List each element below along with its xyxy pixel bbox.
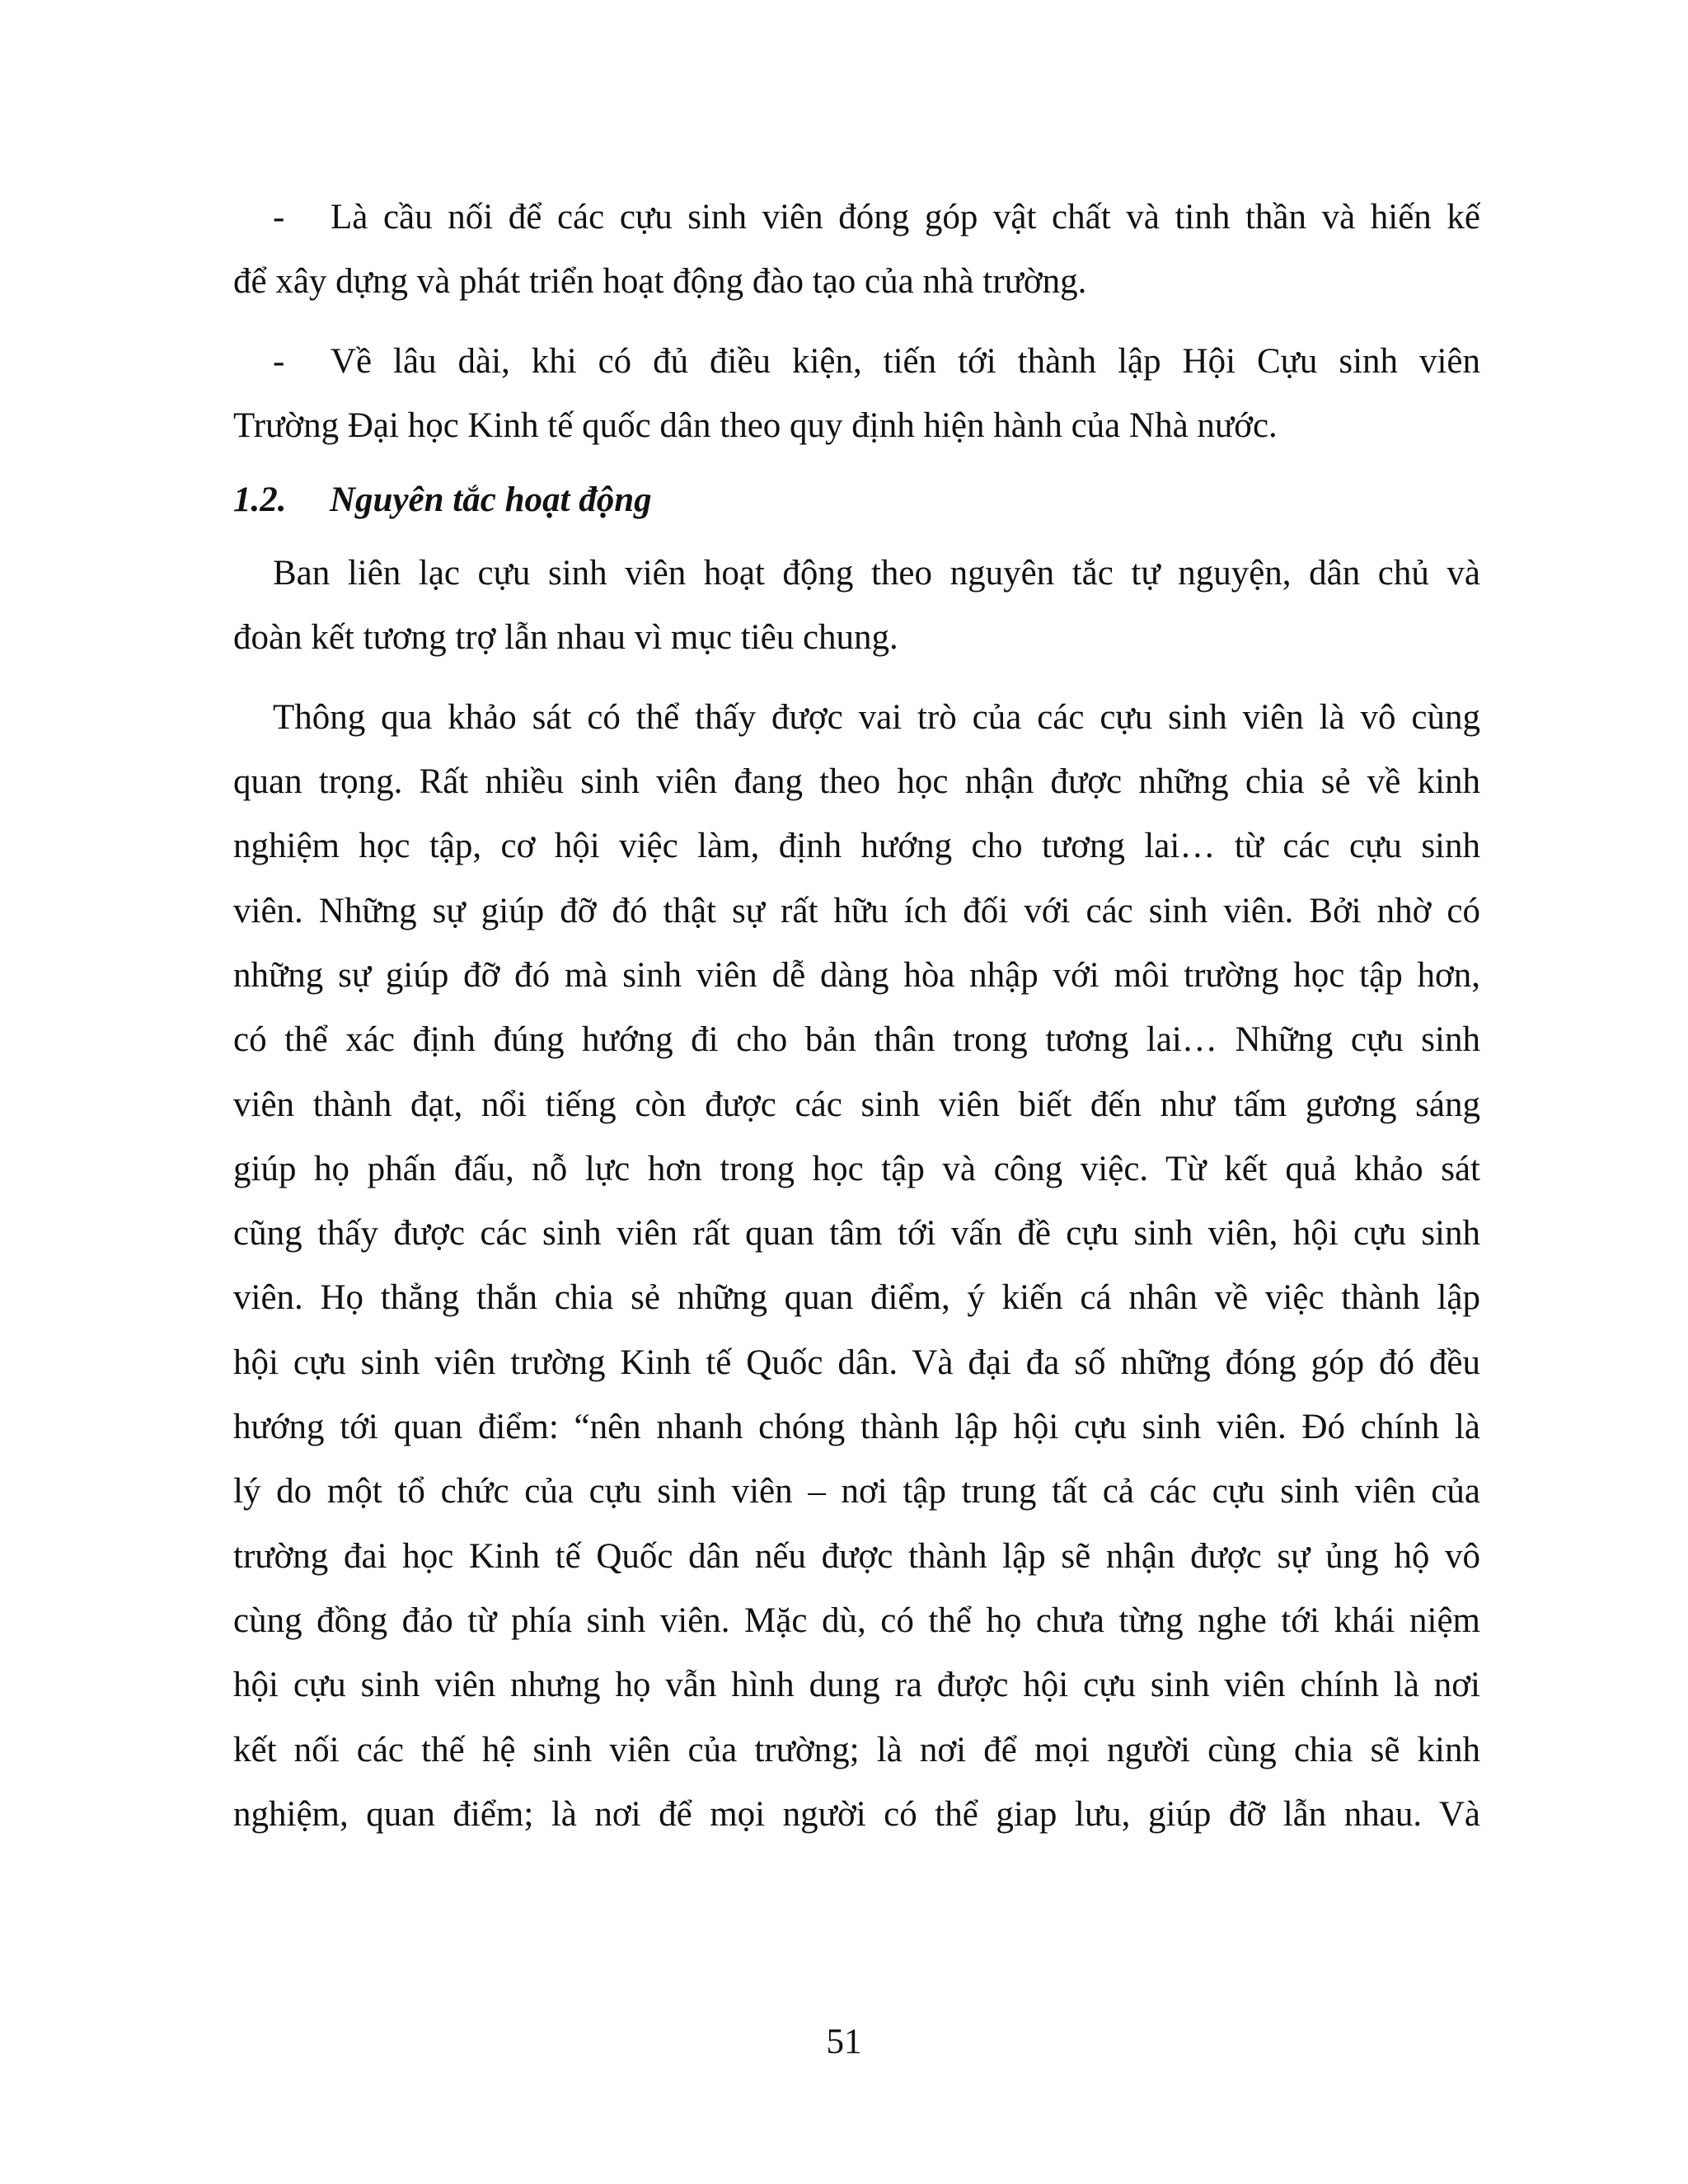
paragraph-1-line: đoàn kết tương trợ lẫn nhau vì mục tiêu chung.	[233, 618, 898, 658]
paragraph-2-line: hướng tới quan điểm: “nên nhanh chóng thành lập hội cựu sinh viên. Đó chính là	[233, 1408, 1480, 1447]
paragraph-2-line: hội cựu sinh viên trường Kinh tế Quốc dân. Và đại đa số những đóng góp đó đều	[233, 1343, 1480, 1382]
spacer	[233, 671, 1480, 686]
paragraph-2-line: nghiệm học tập, cơ hội việc làm, định hướng cho tương lai… từ các cựu sinh	[233, 827, 1480, 866]
paragraph-2-line: những sự giúp đỡ đó mà sinh viên dễ dàng hòa nhập với môi trường học tập hơn,	[233, 955, 1480, 995]
page-number: 51	[826, 2022, 862, 2061]
section-title: Nguyên tắc hoạt động	[330, 480, 652, 520]
paragraph-2-line: cũng thấy được các sinh viên rất quan tâm tới vấn đề cựu sinh viên, hội cựu sinh	[233, 1214, 1480, 1254]
bullet-1-line-2: để xây dựng và phát triển hoạt động đào tạo của nhà trường.	[233, 262, 1087, 302]
section-number: 1.2.	[233, 480, 287, 520]
paragraph-2-line: Thông qua khảo sát có thể thấy được vai trò của các cựu sinh viên là vô cùng	[273, 697, 1480, 737]
paragraph-2-line: có thể xác định đúng hướng đi cho bản thân trong tương lai… Những cựu sinh	[233, 1020, 1480, 1060]
paragraph-2-line: lý do một tổ chức của cựu sinh viên – nơi tập trung tất cả các cựu sinh viên của	[233, 1472, 1480, 1511]
paragraph-2-line: cùng đồng đảo từ phía sinh viên. Mặc dù, có thể họ chưa từng nghe tới khái niệm	[233, 1601, 1480, 1640]
paragraph-2-line: giúp họ phấn đấu, nỗ lực hơn trong học tập và công việc. Từ kết quả khảo sát	[233, 1149, 1480, 1188]
section-heading	[233, 458, 1480, 541]
paragraph-2-line: nghiệm, quan điểm; là nơi để mọi người có thể giap lưu, giúp đỡ lẫn nhau. Và	[233, 1794, 1480, 1834]
paragraph-2-line: viên thành đạt, nổi tiếng còn được các sinh viên biết đến như tấm gương sáng	[233, 1085, 1480, 1124]
paragraph-2-line: viên. Những sự giúp đỡ đó thật sự rất hữu ích đối với các sinh viên. Bởi nhờ có	[233, 891, 1480, 930]
paragraph-2-line: viên. Họ thẳng thắn chia sẻ những quan điểm, ý kiến cá nhân về việc thành lập	[233, 1278, 1480, 1318]
bullet-2-line-2: Trường Đại học Kinh tế quốc dân theo quy định hiện hành của Nhà nước.	[233, 405, 1278, 445]
document-body	[233, 185, 1480, 1847]
bullet-dash: -	[273, 341, 285, 381]
bullet-dash: -	[273, 198, 285, 237]
bullet-1-line-1	[233, 185, 1480, 250]
paragraph-2-line: hội cựu sinh viên nhưng họ vẫn hình dung ra được hội cựu sinh viên chính là nơi	[233, 1666, 1480, 1705]
paragraph-2-line: quan trọng. Rất nhiều sinh viên đang theo học nhận được những chia sẻ về kinh	[233, 762, 1480, 802]
spacer	[233, 315, 1480, 330]
bullet-text: Về lâu dài, khi có đủ điều kiện, tiến tới thành lập Hội Cựu sinh viên	[331, 341, 1480, 381]
bullet-text: Là cầu nối để các cựu sinh viên đóng góp vật chất và tinh thần và hiến kế	[331, 198, 1480, 237]
paragraph-2-line: kết nối các thế hệ sinh viên của trường; là nơi để mọi người cùng chia sẽ kinh	[233, 1730, 1480, 1769]
bullet-2-line-1	[233, 330, 1480, 394]
paragraph-2-line: trường đai học Kinh tế Quốc dân nếu được thành lập sẽ nhận được sự ủng hộ vô	[233, 1536, 1480, 1576]
paragraph-1-line: Ban liên lạc cựu sinh viên hoạt động theo nguyên tắc tự nguyện, dân chủ và	[273, 554, 1480, 593]
